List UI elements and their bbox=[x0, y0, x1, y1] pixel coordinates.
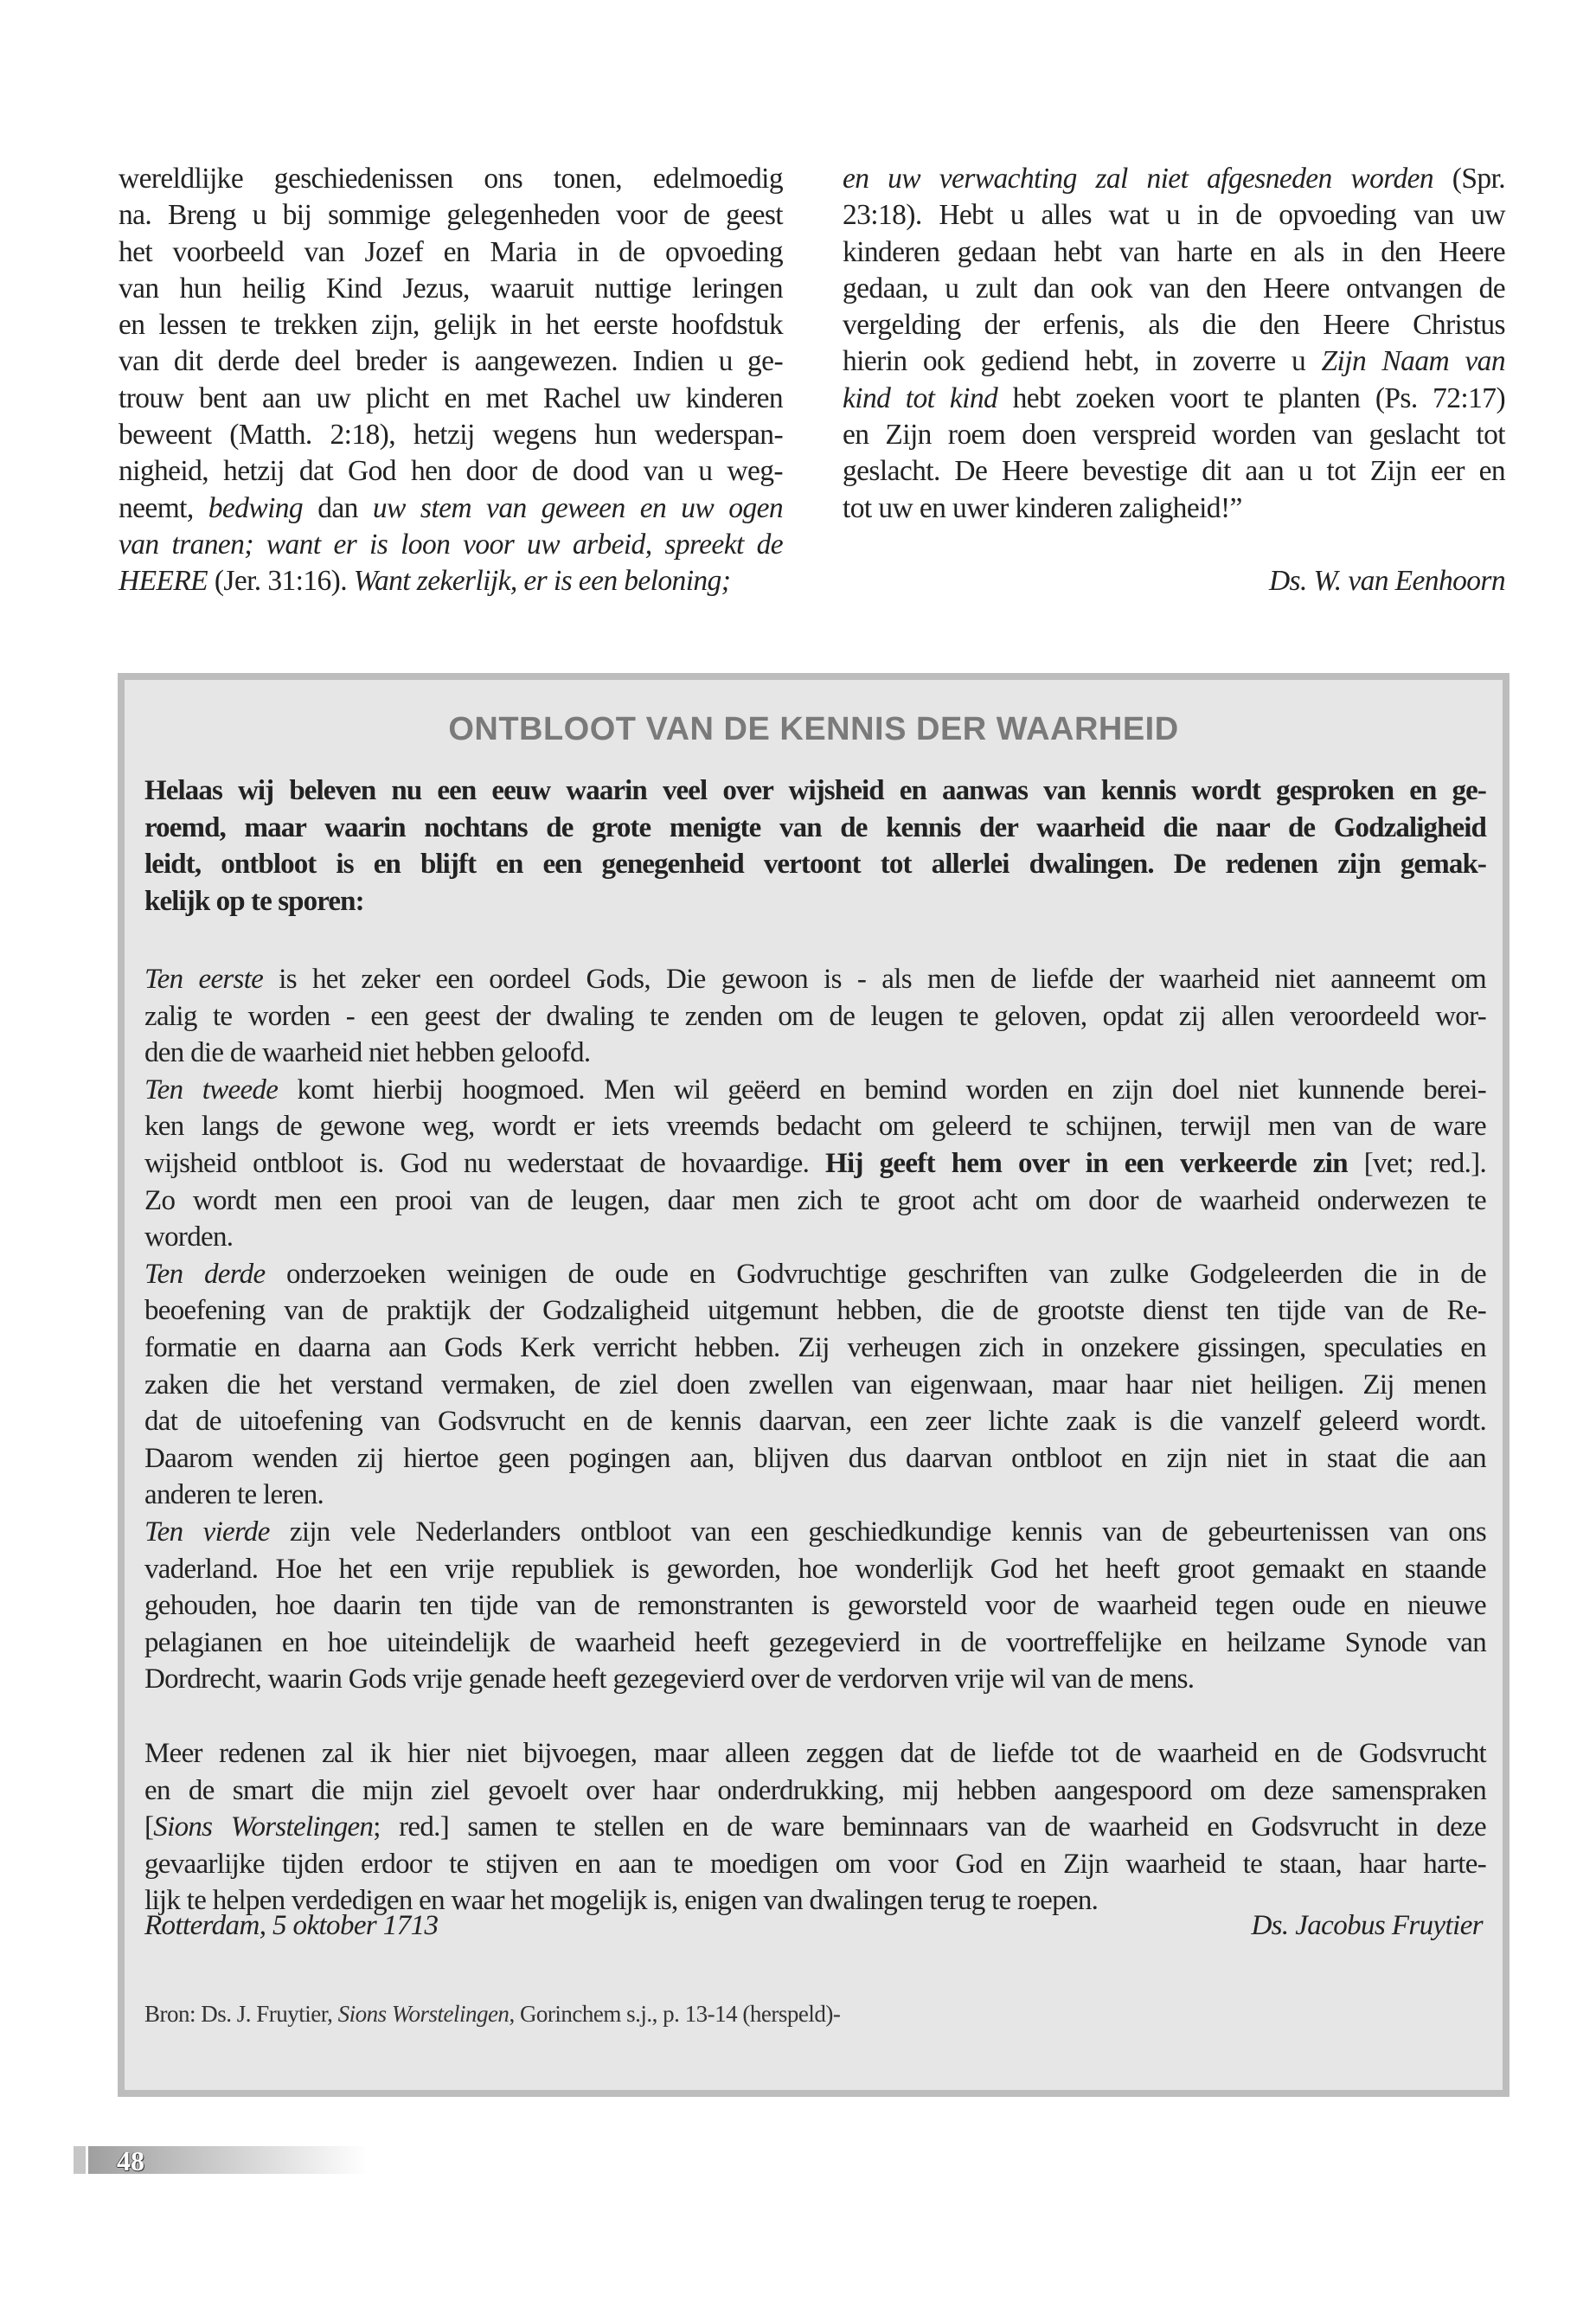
text-run: gevaarlijke tijden erdoor te stijven en aan te moedigen om voor God en Zijn waarheid te staan, haar harte- bbox=[144, 1848, 1486, 1880]
text-line bbox=[119, 417, 783, 453]
text-run: [ bbox=[144, 1811, 154, 1843]
text-line bbox=[119, 197, 783, 234]
text-line bbox=[119, 271, 783, 307]
italic-run: Sions Worstelingen bbox=[337, 2001, 510, 2027]
box-body bbox=[144, 961, 1486, 1698]
right-column-text bbox=[843, 161, 1505, 599]
text-run: ken langs de gewone weg, wordt er iets vreemds bedacht om geleerd te schijnen, terwijl men van de ware bbox=[144, 1111, 1486, 1143]
text-run: van dit derde deel breder is aangewezen. Indien u ge- bbox=[119, 345, 783, 378]
text-run: dan bbox=[303, 491, 373, 524]
text-run: vergelding der erfenis, als die den Heere Christus bbox=[843, 309, 1505, 342]
box-intro bbox=[144, 772, 1486, 920]
text-line bbox=[144, 1219, 1486, 1256]
text-run: gedaan, u zult dan ook van den Heere ontvangen de bbox=[843, 272, 1505, 304]
text-run: zaken die het verstand vermaken, de ziel doen zwellen van eigenwaan, maar haar niet heiligen. Zij menen bbox=[144, 1368, 1486, 1400]
text-run: Daarom wenden zij hiertoe geen pogingen aan, blijven dus daarvan ontbloot en zijn niet in staat die aan bbox=[144, 1442, 1486, 1474]
text-line bbox=[144, 1183, 1486, 1220]
text-run: roemd, maar waarin nochtans de grote menigte van de kennis der waarheid die naar de Godzaligheid bbox=[144, 811, 1486, 843]
text-run: beweent (Matth. 2:18), hetzij wegens hun wederspan- bbox=[119, 419, 783, 452]
text-run: hebt zoeken voort te planten (Ps. 72:17) bbox=[997, 381, 1505, 414]
text-run: anderen te leren. bbox=[144, 1479, 324, 1511]
text-line bbox=[843, 381, 1505, 417]
source-citation bbox=[144, 2001, 840, 2028]
page-number: 48 bbox=[117, 2145, 144, 2176]
text-run: wereldlijke geschiedenissen ons tonen, edelmoedig bbox=[119, 163, 783, 195]
italic-run: van tranen; want er is loon voor uw arbeid, spreekt de bbox=[119, 528, 783, 561]
text-run: formatie en daarna aan Gods Kerk verricht hebben. Zij verheugen zich in onzekere gissingen, speculaties en bbox=[144, 1331, 1486, 1363]
text-run: wijsheid ontbloot is. God nu wederstaat de hovaardige. bbox=[144, 1147, 826, 1179]
text-line bbox=[843, 161, 1505, 197]
text-line bbox=[144, 1108, 1486, 1145]
text-run: lijk te helpen verdedigen en waar het mogelijk is, enigen van dwalingen terug te roepen. bbox=[144, 1885, 1099, 1917]
text-line bbox=[843, 307, 1505, 343]
text-run: hierin ook gediend hebt, in zoverre u bbox=[843, 345, 1322, 378]
text-run: en lessen te trekken zijn, gelijk in het eerste hoofdstuk bbox=[119, 309, 783, 342]
text-run: van hun heilig Kind Jezus, waaruit nuttige leringen bbox=[119, 272, 783, 304]
bold-run: Hij geeft hem over in een verkeerde zin bbox=[825, 1147, 1348, 1179]
text-line bbox=[144, 1551, 1486, 1588]
text-run: kelijk op te sporen: bbox=[144, 885, 364, 917]
right-column-lines bbox=[843, 161, 1505, 527]
text-line bbox=[144, 1514, 1486, 1551]
place-date: Rotterdam, 5 oktober 1713 bbox=[144, 1910, 439, 1941]
text-run: na. Breng u bij sommige gelegenheden voor de geest bbox=[119, 199, 783, 232]
text-run: den die de waarheid niet hebben geloofd. bbox=[144, 1037, 591, 1069]
text-run: , Gorinchem s.j., p. 13-14 (herspeld)- bbox=[509, 2001, 841, 2027]
text-line bbox=[843, 234, 1505, 271]
text-line bbox=[144, 1735, 1486, 1772]
italic-run: Ten eerste bbox=[144, 964, 264, 995]
text-line bbox=[119, 234, 783, 271]
text-line bbox=[843, 343, 1505, 380]
box-closing bbox=[144, 1735, 1486, 1920]
quote-box bbox=[118, 673, 1509, 2097]
text-run: leidt, ontbloot is en blijft en een genegenheid vertoont tot allerlei dwalingen. De redenen zijn gemak- bbox=[144, 849, 1486, 881]
text-line bbox=[843, 417, 1505, 453]
text-run: (Jer. 31:16). bbox=[208, 565, 354, 598]
italic-run: HEERE bbox=[119, 565, 208, 598]
right-column-signature: Ds. W. van Eenhoorn bbox=[1268, 564, 1505, 597]
text-run: tot uw en uwer kinderen zaligheid!” bbox=[843, 491, 1242, 524]
text-line bbox=[144, 961, 1486, 998]
text-line bbox=[144, 1587, 1486, 1625]
text-line bbox=[144, 998, 1486, 1035]
text-run: komt hierbij hoogmoed. Men wil geëerd en bemind worden en zijn doel niet kunnende berei- bbox=[278, 1074, 1486, 1106]
text-run: 23:18). Hebt u alles wat u in de opvoeding van uw bbox=[843, 199, 1505, 232]
text-line bbox=[119, 563, 783, 599]
text-line bbox=[144, 1035, 1486, 1072]
text-line bbox=[144, 1661, 1486, 1698]
text-run: trouw bent aan uw plicht en met Rachel uw kinderen bbox=[119, 381, 783, 414]
text-line bbox=[144, 846, 1486, 883]
text-line bbox=[144, 810, 1486, 847]
page-number-stripe bbox=[74, 2146, 88, 2174]
text-run: geslacht. De Heere bevestige dit aan u tot Zijn eer en bbox=[843, 455, 1505, 488]
text-line bbox=[843, 197, 1505, 234]
text-line bbox=[119, 527, 783, 563]
text-run: dat de uitoefening van Godsvrucht en de kennis daarvan, een zeer lichte zaak is die vanzelf geleerd wordt. bbox=[144, 1406, 1486, 1438]
text-line bbox=[119, 161, 783, 197]
text-line bbox=[119, 343, 783, 380]
text-run: pelagianen en hoe uiteindelijk de waarheid heeft gezegevierd in de voortreffelijke en heilzame Synode van bbox=[144, 1626, 1486, 1658]
text-run: ; red.] samen te stellen en de ware beminnaars van de waarheid en Godsvrucht in deze bbox=[373, 1811, 1487, 1843]
text-run: is het zeker een oordeel Gods, Die gewoon is - als men de liefde der waarheid niet aanneemt om bbox=[263, 964, 1487, 995]
text-line bbox=[144, 1367, 1486, 1404]
italic-run: Sions Worstelingen bbox=[153, 1811, 374, 1843]
italic-run: kind tot kind bbox=[843, 381, 998, 414]
text-run: zalig te worden - een geest der dwaling te zenden om de leugen te geloven, opdat zij allen veroordeeld wor- bbox=[144, 1000, 1486, 1032]
text-run: en Zijn roem doen verspreid worden van geslacht tot bbox=[843, 419, 1505, 452]
text-line bbox=[144, 1256, 1486, 1293]
box-title: ONTBLOOT VAN DE KENNIS DER WAARHEID bbox=[448, 711, 1179, 747]
text-run: nigheid, hetzij dat God hen door de dood van u weg- bbox=[119, 455, 783, 488]
text-run: onderzoeken weinigen de oude en Godvruchtige geschriften van zulke Godgeleerden die in de bbox=[265, 1258, 1486, 1290]
italic-run: Ten derde bbox=[144, 1258, 266, 1290]
italic-run: Zijn Naam van bbox=[1321, 345, 1505, 378]
text-line bbox=[119, 453, 783, 490]
text-line bbox=[843, 271, 1505, 307]
text-run: kinderen gedaan hebt van harte en als in den Heere bbox=[843, 235, 1505, 268]
text-run: vaderland. Hoe het een vrije republiek is geworden, hoe wonderlijk God het heeft groot gemaakt en staande bbox=[144, 1553, 1486, 1585]
text-run: Meer redenen zal ik hier niet bijvoegen, maar alleen zeggen dat de liefde tot de waarheid en de Godsvrucht bbox=[144, 1738, 1486, 1769]
text-line bbox=[144, 1846, 1486, 1883]
italic-run: Ten vierde bbox=[144, 1516, 270, 1548]
text-line bbox=[144, 1292, 1486, 1330]
text-run: en de smart die mijn ziel gevoelt over haar onderdrukking, mij hebben aangespoord om deze samenspraken bbox=[144, 1774, 1486, 1806]
text-line bbox=[144, 1809, 1486, 1846]
text-line bbox=[144, 883, 1486, 920]
text-line bbox=[144, 1072, 1486, 1109]
text-run: neemt, bbox=[119, 491, 208, 524]
text-line bbox=[144, 1440, 1486, 1477]
text-run: Helaas wij beleven nu een eeuw waarin veel over wijsheid en aanwas van kennis wordt gesproken en ge- bbox=[144, 775, 1486, 806]
italic-run: bedwing bbox=[208, 491, 304, 524]
box-author: Ds. Jacobus Fruytier bbox=[1251, 1910, 1483, 1941]
text-line bbox=[119, 307, 783, 343]
text-line bbox=[144, 1772, 1486, 1810]
text-run: (Spr. bbox=[1433, 163, 1506, 195]
text-run: worden. bbox=[144, 1221, 234, 1253]
text-line bbox=[144, 1403, 1486, 1440]
text-line bbox=[843, 453, 1505, 490]
text-line bbox=[119, 490, 783, 527]
text-line bbox=[843, 490, 1505, 527]
left-column-text bbox=[119, 161, 783, 600]
text-line bbox=[144, 1477, 1486, 1514]
italic-run: Want zekerlijk, er is een beloning; bbox=[353, 565, 731, 598]
text-run: gehouden, hoe daarin ten tijde van de remonstranten is geworsteld voor de waarheid tegen oude en nieuwe bbox=[144, 1590, 1486, 1622]
italic-run: Ten tweede bbox=[144, 1074, 279, 1106]
text-run: Zo wordt men een prooi van de leugen, daar men zich te groot acht om door de waarheid onderwezen te bbox=[144, 1184, 1486, 1216]
text-line bbox=[119, 381, 783, 417]
text-line bbox=[144, 772, 1486, 810]
text-run: Dordrecht, waarin Gods vrije genade heeft gezegevierd over de verdorven vrije wil van de mens. bbox=[144, 1663, 1195, 1695]
text-run: Bron: Ds. J. Fruytier, bbox=[144, 2001, 338, 2027]
text-run: [vet; red.]. bbox=[1347, 1147, 1486, 1179]
text-line bbox=[144, 1330, 1486, 1367]
text-line bbox=[144, 1145, 1486, 1183]
text-run: zijn vele Nederlanders ontbloot van een geschiedkundige kennis van de gebeurtenissen van ons bbox=[269, 1516, 1486, 1548]
italic-run: en uw verwachting zal niet afgesneden worden bbox=[843, 163, 1434, 195]
text-run: het voorbeeld van Jozef en Maria in de opvoeding bbox=[119, 235, 783, 268]
italic-run: uw stem van geween en uw ogen bbox=[372, 491, 783, 524]
text-line bbox=[144, 1625, 1486, 1662]
text-run: beoefening van de praktijk der Godzaligheid uitgemunt hebben, die de grootste dienst ten tijde van de Re- bbox=[144, 1295, 1486, 1327]
